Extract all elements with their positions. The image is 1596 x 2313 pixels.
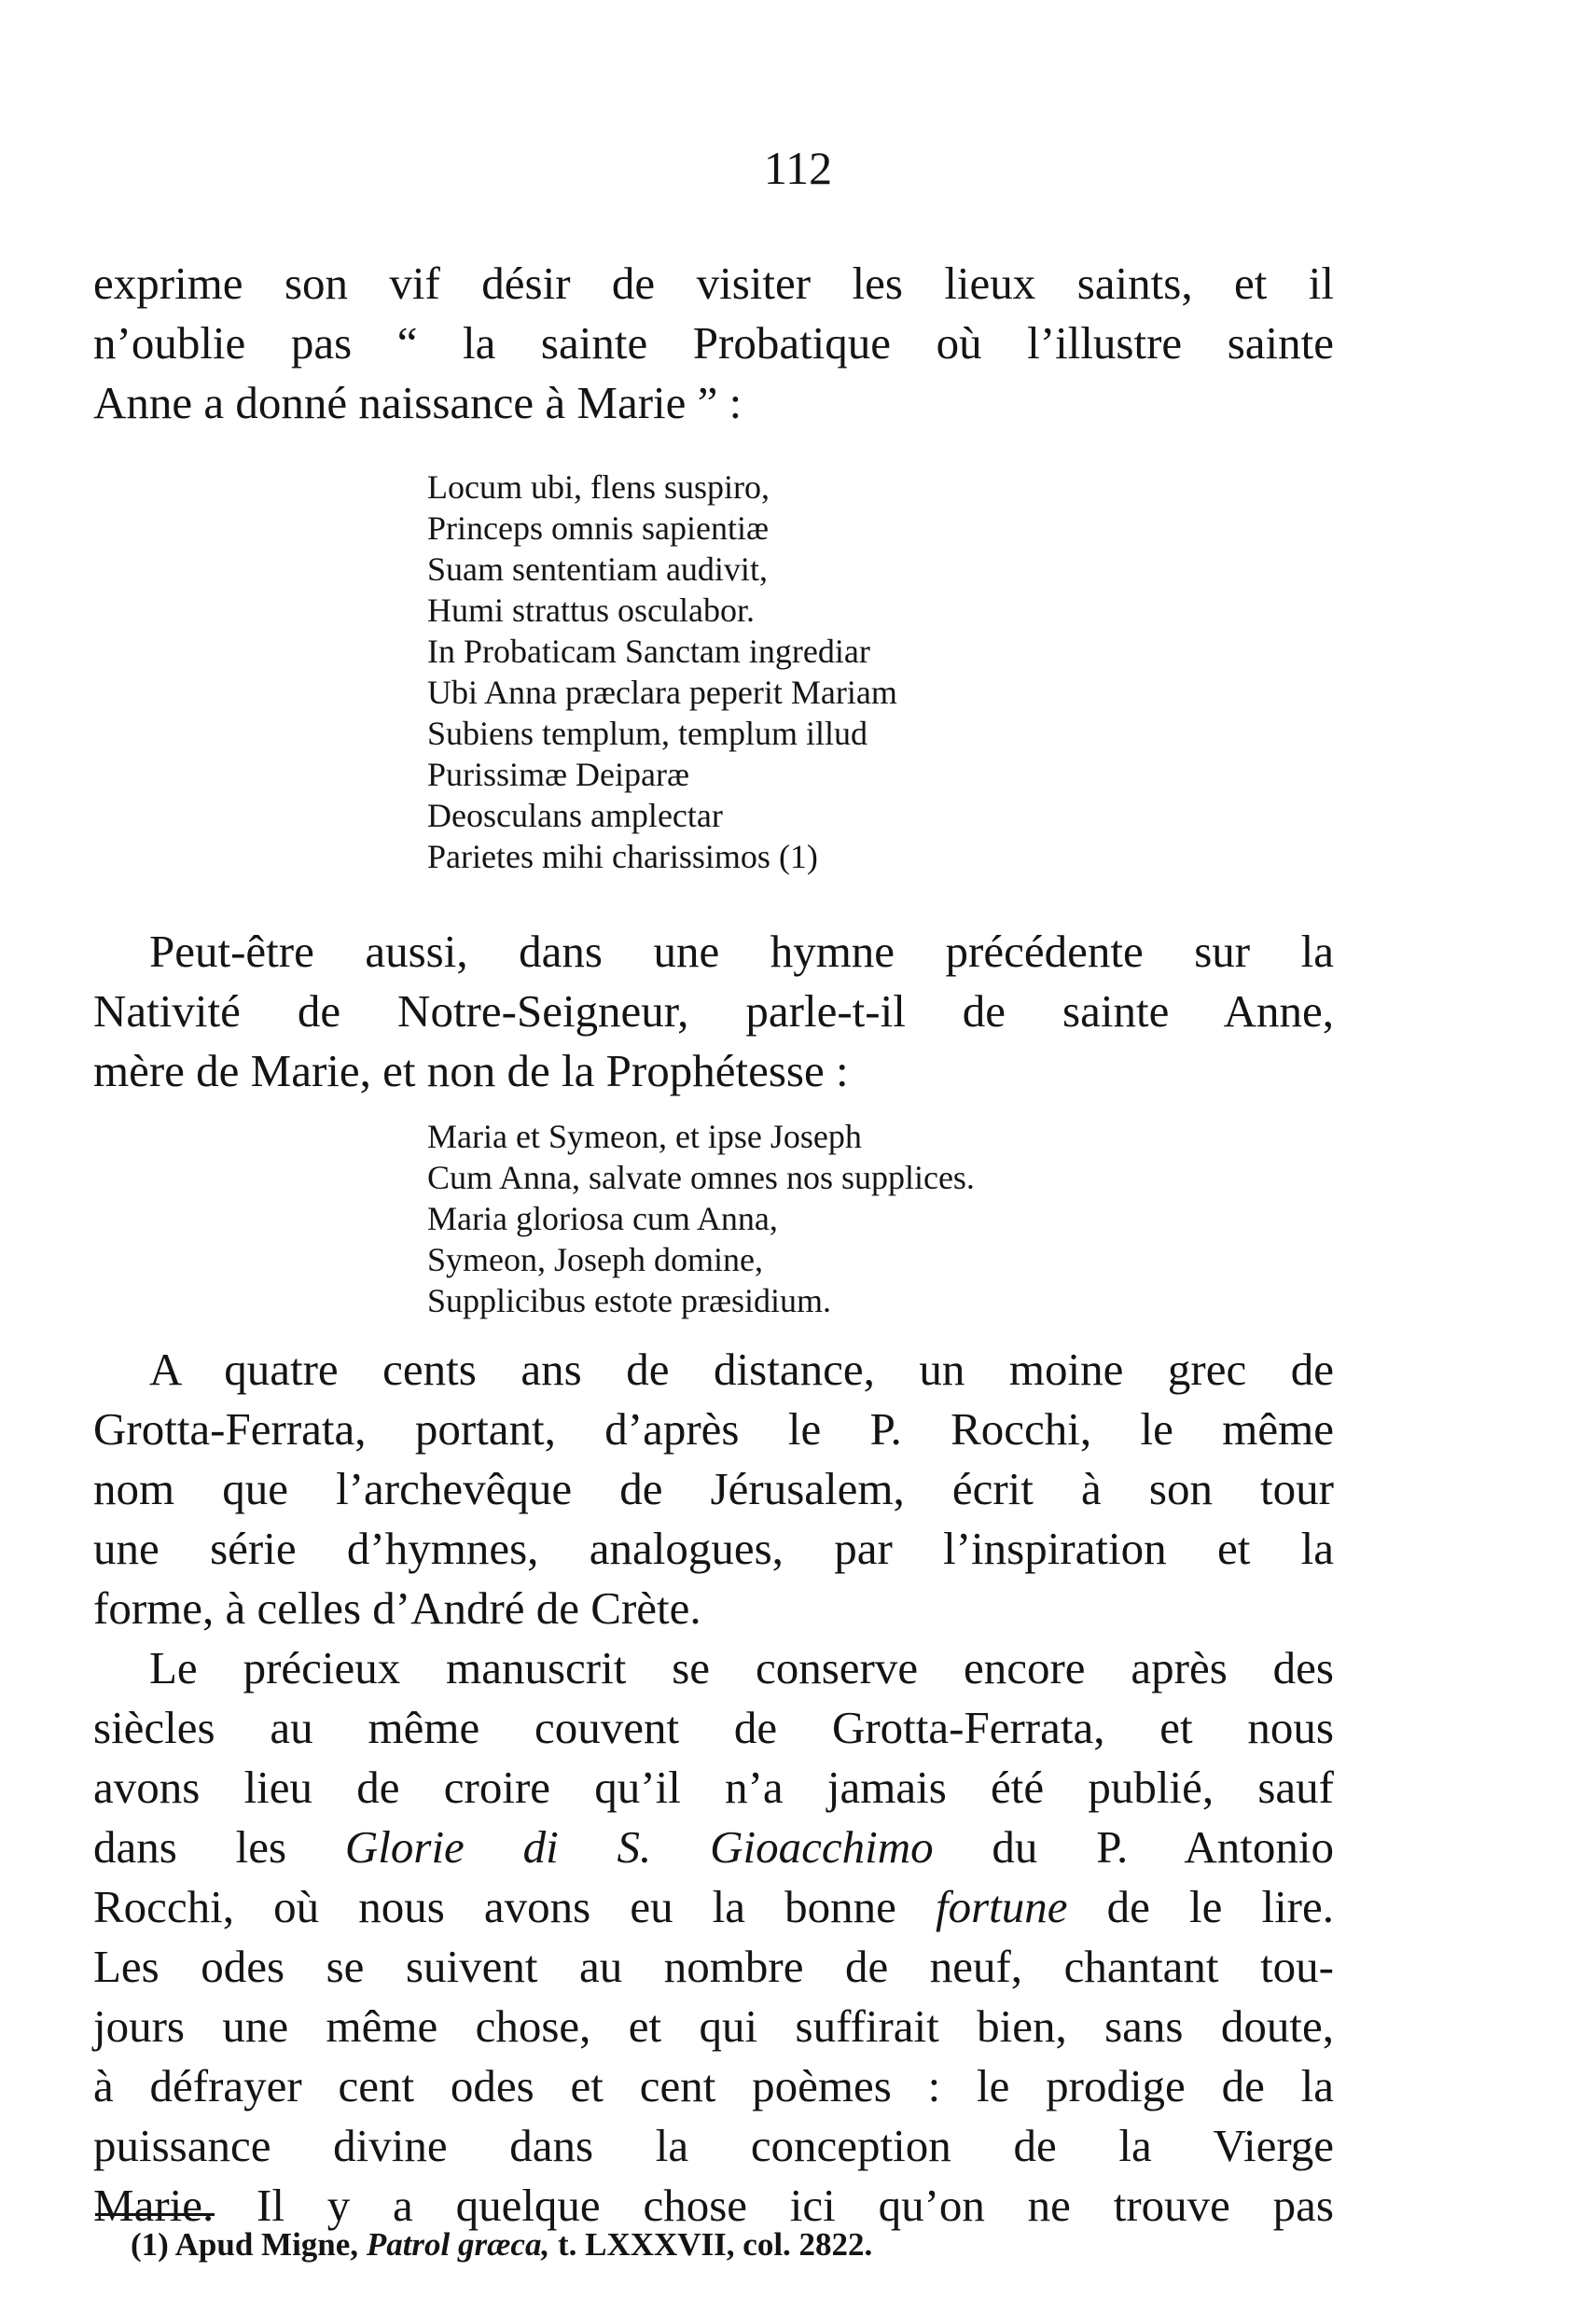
text-fragment: de le lire. bbox=[1067, 1881, 1335, 1932]
text-line: n’oublie pas “ la sainte Probatique où l’illustre sainte bbox=[93, 317, 1334, 369]
text-line: Anne a donné naissance à Marie ” : bbox=[93, 377, 742, 428]
page-number: 112 bbox=[763, 142, 833, 194]
paragraph-4 bbox=[93, 1638, 1334, 2236]
paragraph-3 bbox=[93, 1340, 1334, 1638]
latin-verse-1 bbox=[427, 467, 1267, 877]
verse-line: Cum Anna, salvate omnes nos supplices. bbox=[427, 1159, 975, 1196]
book-title: Glorie di S. Gioacchimo bbox=[344, 1821, 934, 1873]
footnote-rule bbox=[95, 2213, 215, 2216]
footnote-title: Patrol græca, bbox=[366, 2226, 550, 2263]
text-line: Nativité de Notre-Seigneur, parle-t-il de sainte Anne, bbox=[93, 985, 1334, 1037]
text-line: A quatre cents ans de distance, un moine grec de bbox=[149, 1344, 1334, 1395]
footnote-text: Apud Migne, bbox=[168, 2226, 367, 2263]
text-line: jours une même chose, et qui suffirait bien, sans doute, bbox=[93, 2000, 1334, 2052]
text-line: Le précieux manuscrit se conserve encore après des bbox=[149, 1642, 1334, 1693]
text-line: avons lieu de croire qu’il n’a jamais été publié, sauf bbox=[93, 1762, 1334, 1813]
verse-line: Supplicibus estote præsidium. bbox=[427, 1282, 832, 1319]
verse-line: Maria et Symeon, et ipse Joseph bbox=[427, 1118, 862, 1155]
text-line: nom que l’archevêque de Jérusalem, écrit à son tour bbox=[93, 1463, 1334, 1514]
paragraph-2 bbox=[93, 922, 1334, 1101]
verse-line: Humi strattus osculabor. bbox=[427, 592, 755, 629]
text-line: Grotta-Ferrata, portant, d’après le P. Rocchi, le même bbox=[93, 1403, 1334, 1455]
verse-line: Maria gloriosa cum Anna, bbox=[427, 1200, 778, 1237]
text-line: à défrayer cent odes et cent poèmes : le prodige de la bbox=[93, 2060, 1334, 2111]
verse-line: In Probaticam Sanctam ingrediar bbox=[427, 633, 870, 670]
text-line: puissance divine dans la conception de la Vierge bbox=[93, 2120, 1334, 2171]
text-line: Peut-être aussi, dans une hymne précédente sur la bbox=[149, 926, 1334, 977]
verse-line: Purissimæ Deiparæ bbox=[427, 756, 690, 793]
footnote-text: t. LXXXVII, col. 2822. bbox=[549, 2226, 873, 2263]
text-line: exprime son vif désir de visiter les lieux saints, et il bbox=[93, 258, 1334, 309]
text-line: siècles au même couvent de Grotta-Ferrata, et nous bbox=[93, 1702, 1334, 1753]
footnote bbox=[131, 2224, 872, 2265]
text-line bbox=[93, 1818, 1334, 1877]
paragraph-1 bbox=[93, 254, 1334, 433]
verse-line: Suam sententiam audivit, bbox=[427, 550, 768, 588]
text-line: forme, à celles d’André de Crète. bbox=[93, 1582, 701, 1634]
text-line: Marie. Il y a quelque chose ici qu’on ne trouve pas bbox=[93, 2180, 1334, 2231]
verse-line: Ubi Anna præclara peperit Mariam bbox=[427, 674, 897, 711]
text-fragment: Rocchi, où nous avons eu la bonne bbox=[93, 1881, 936, 1932]
footnote-marker: (1) bbox=[131, 2226, 169, 2263]
text-fragment: dans les bbox=[93, 1821, 345, 1873]
verse-line: Locum ubi, flens suspiro, bbox=[427, 468, 770, 506]
text-line: mère de Marie, et non de la Prophétesse : bbox=[93, 1045, 849, 1096]
verse-line: Subiens templum, templum illud bbox=[427, 715, 867, 752]
latin-verse-2 bbox=[427, 1116, 1267, 1321]
emphasis-text: fortune bbox=[936, 1881, 1068, 1932]
verse-line: Deosculans amplectar bbox=[427, 797, 723, 834]
text-fragment: du P. Antonio bbox=[933, 1821, 1334, 1873]
text-line bbox=[93, 1877, 1334, 1937]
verse-line: Princeps omnis sapientiæ bbox=[427, 509, 769, 547]
text-line: une série d’hymnes, analogues, par l’inspiration et la bbox=[93, 1523, 1334, 1574]
verse-line: Symeon, Joseph domine, bbox=[427, 1241, 763, 1278]
text-line: Les odes se suivent au nombre de neuf, chantant tou- bbox=[93, 1941, 1334, 1992]
verse-line: Parietes mihi charissimos (1) bbox=[427, 838, 818, 875]
